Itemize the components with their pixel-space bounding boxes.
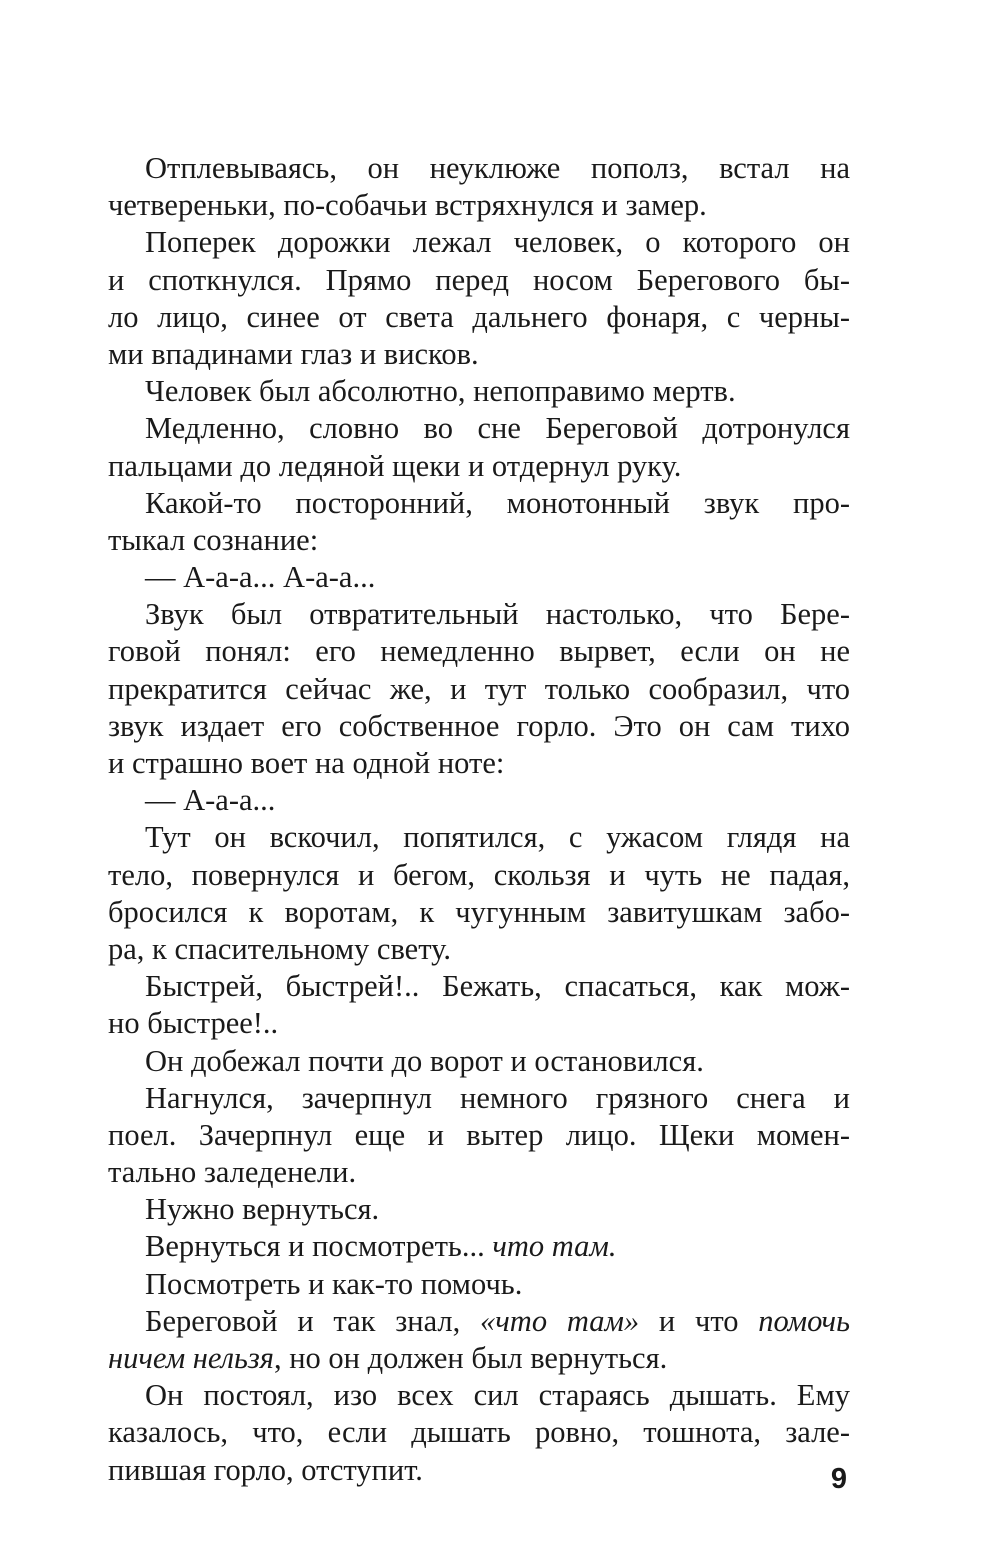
text-fragment: ло лицо, синее от света дальнего фонаря, с черны- (108, 299, 850, 334)
text-fragment: Он постоял, изо всех сил стараясь дышать. Ему (145, 1378, 850, 1413)
text-line (108, 187, 850, 224)
text-fragment: Медленно, словно во сне Береговой дотронулся (145, 411, 850, 446)
text-fragment: казалось, что, если дышать ровно, тошнота, зале- (108, 1415, 850, 1450)
text-line (108, 1228, 850, 1265)
text-line (108, 782, 850, 819)
italic-text: помочь (758, 1303, 850, 1338)
text-line (108, 224, 850, 261)
text-fragment: Быстрей, быстрей!.. Бежать, спасаться, как мож- (145, 969, 850, 1004)
text-fragment: Он добежал почти до ворот и остановился. (145, 1043, 704, 1078)
italic-text: ничем нельзя (108, 1341, 274, 1375)
text-line (108, 1043, 850, 1080)
text-line (108, 373, 850, 410)
text-line (108, 1005, 850, 1042)
text-fragment: — А-а-а... (145, 783, 276, 818)
text-fragment: и споткнулся. Прямо перед носом Берегового бы- (108, 262, 850, 297)
text-line (108, 522, 850, 559)
text-fragment: — А-а-а... А-а-а... (145, 560, 376, 595)
text-line (108, 336, 850, 373)
text-line (108, 150, 850, 187)
text-fragment: Звук был отвратительный настолько, что Бере- (145, 597, 850, 632)
text-line (108, 745, 850, 782)
text-fragment: но быстрее!.. (108, 1006, 279, 1041)
text-line (108, 1080, 850, 1117)
text-line (108, 708, 850, 745)
text-line (108, 485, 850, 522)
text-fragment: , но он должен был вернуться. (273, 1341, 668, 1375)
text-fragment: Человек был абсолютно, непоправимо мертв. (145, 374, 736, 409)
text-fragment: говой понял: его немедленно вырвет, если он не (108, 634, 850, 669)
text-line (108, 1154, 850, 1191)
italic-text: что там. (492, 1229, 617, 1264)
text-fragment: тыкал сознание: (108, 522, 319, 557)
text-fragment: тело, повернулся и бегом, скользя и чуть не падая, (108, 857, 850, 892)
text-fragment: Поперек дорожки лежал человек, о которого он (145, 225, 850, 260)
text-line (108, 1303, 850, 1340)
text-fragment: Какой-то посторонний, монотонный звук про- (145, 485, 850, 520)
text-line (108, 968, 850, 1005)
text-fragment: бросился к воротам, к чугунным завитушкам забо- (108, 894, 850, 929)
text-line (108, 448, 850, 485)
italic-text: «что там» (480, 1303, 640, 1338)
text-line (108, 1117, 850, 1154)
text-line (108, 819, 850, 856)
text-fragment: Нагнулся, зачерпнул немного грязного снега и (145, 1080, 850, 1115)
text-line (108, 1452, 850, 1489)
text-line (108, 894, 850, 931)
text-fragment: ра, к спасительному свету. (108, 931, 451, 966)
text-line (108, 410, 850, 447)
text-line (108, 1377, 850, 1414)
text-fragment: Нужно вернуться. (145, 1192, 380, 1227)
text-line (108, 671, 850, 708)
text-line (108, 262, 850, 299)
text-fragment: Вернуться и посмотреть... (145, 1229, 493, 1264)
text-fragment: поел. Зачерпнул еще и вытер лицо. Щеки момен- (108, 1117, 850, 1152)
text-fragment: Посмотреть и как-то помочь. (145, 1266, 523, 1301)
text-fragment: Отплевываясь, он неуклюже пополз, встал на (145, 151, 850, 185)
text-fragment: Береговой и так знал, (145, 1303, 480, 1338)
text-line (108, 857, 850, 894)
text-line (108, 633, 850, 670)
text-fragment: прекратится сейчас же, и тут только сообразил, что (108, 671, 850, 706)
text-fragment: тально заледенели. (108, 1155, 357, 1190)
text-line (108, 299, 850, 336)
text-fragment: Тут он вскочил, попятился, с ужасом глядя на (145, 820, 850, 855)
text-line (108, 1414, 850, 1451)
text-fragment: пальцами до ледяной щеки и отдернул руку. (108, 448, 682, 483)
text-fragment: пившая горло, отступит. (108, 1452, 423, 1487)
text-line (108, 1266, 850, 1303)
text-fragment: и что (639, 1303, 759, 1338)
text-line (108, 1191, 850, 1228)
text-line (108, 1340, 850, 1377)
body-text (108, 150, 850, 1489)
text-line (108, 931, 850, 968)
text-line (108, 559, 850, 596)
text-fragment: и страшно воет на одной ноте: (108, 746, 505, 780)
page-number: 9 (830, 1463, 847, 1495)
text-fragment: ми впадинами глаз и висков. (108, 336, 479, 371)
text-fragment: звук издает его собственное горло. Это он сам тихо (108, 708, 850, 743)
text-fragment: четвереньки, по-собачьи встряхнулся и замер. (108, 188, 707, 223)
text-line (108, 596, 850, 633)
